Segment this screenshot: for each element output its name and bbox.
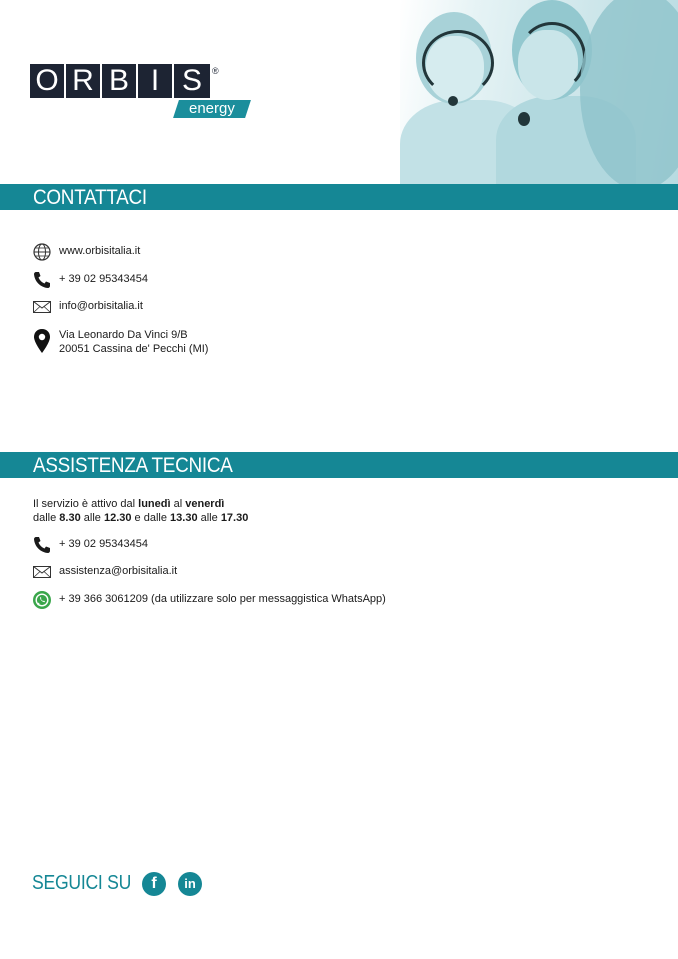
contact-address-line1: Via Leonardo Da Vinci 9/B [59,329,188,341]
support-hours-line1: Il servizio è attivo dal lunedì al venerdì [33,498,225,510]
logo-registered-mark: ® [212,66,219,76]
section-bar-support [0,452,678,478]
contact-website-link[interactable]: www.orbisitalia.it [59,245,141,257]
logo-letter: O [30,64,64,98]
support-whatsapp-number[interactable]: + 39 366 3061209 (da utilizzare solo per messaggistica WhatsApp) [59,593,386,605]
location-pin-icon [32,328,52,354]
support-phone-number[interactable]: + 39 02 95343454 [59,538,149,550]
contact-address-line2: 20051 Cassina de' Pecchi (MI) [59,343,209,355]
facebook-icon[interactable]: f [142,872,166,896]
logo-letter: I [138,64,172,98]
agent-1-mic [448,96,458,106]
support-hours-line2: dalle 8.30 alle 12.30 e dalle 13.30 alle 17.30 [33,512,249,524]
mail-icon [32,562,52,582]
contact-email-link[interactable]: info@orbisitalia.it [59,300,143,312]
linkedin-icon[interactable]: in [178,872,202,896]
logo-letter: B [102,64,136,98]
hero-photo [400,0,678,184]
globe-icon [32,242,52,262]
phone-icon [32,535,52,555]
mail-icon [32,297,52,317]
section-title-contact: CONTATTACI [33,186,147,209]
orbis-logo [30,64,250,120]
logo-letter: S [174,64,210,98]
section-bar-contact [0,184,678,210]
agent-2-headset [518,22,586,92]
agent-2-mic [518,112,530,126]
follow-us-label: SEGUICI SU [32,872,132,894]
whatsapp-icon [32,590,52,610]
contact-phone-number[interactable]: + 39 02 95343454 [59,273,149,285]
phone-icon [32,270,52,290]
agent-1-headset [422,30,494,96]
section-title-support: ASSISTENZA TECNICA [33,454,233,477]
support-email-link[interactable]: assistenza@orbisitalia.it [59,565,178,577]
logo-letter: R [66,64,100,98]
logo-tagline: energy [173,100,251,118]
agent-3-blurred [580,0,678,184]
